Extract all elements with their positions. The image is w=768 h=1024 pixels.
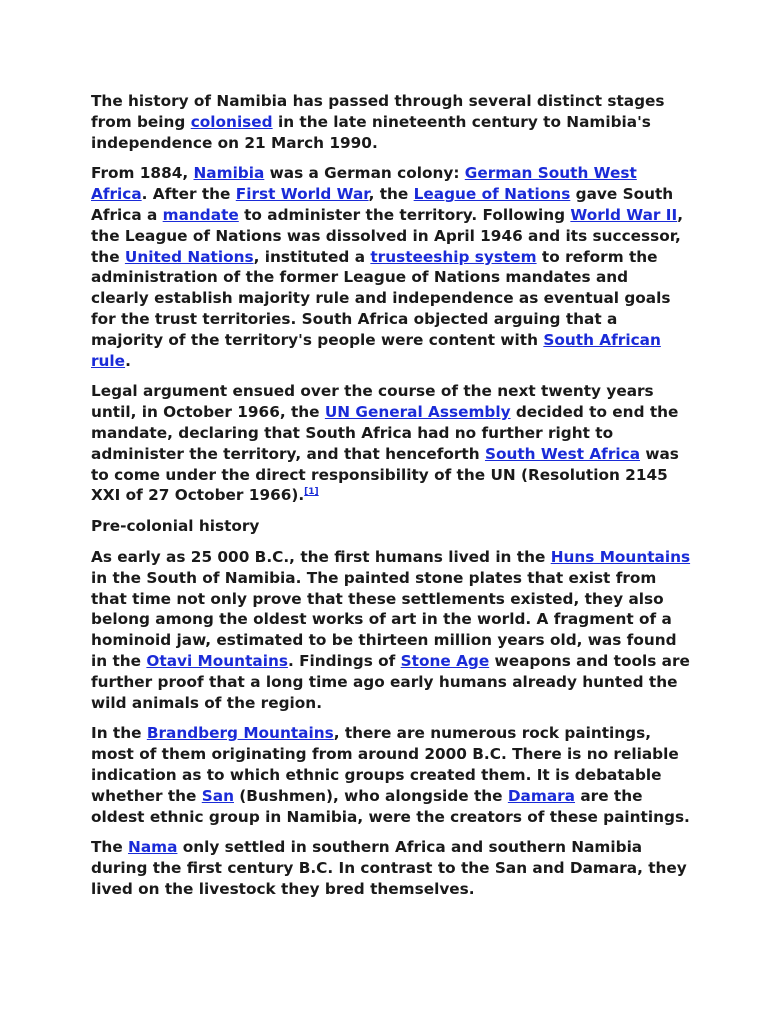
text: are the oldest ethnic group in Namibia, were the creators of these paintings.: [91, 786, 690, 826]
text: From 1884,: [91, 164, 194, 183]
text: , the: [368, 185, 414, 204]
link-colonised[interactable]: colonised: [190, 112, 273, 131]
link-stone-age[interactable]: Stone Age: [400, 651, 490, 670]
text: was to come under the direct responsibility of the UN (Resolution 2145 XXI of 27 October 1966).: [91, 444, 679, 505]
link-namibia[interactable]: Namibia: [193, 164, 265, 183]
citation-link-1[interactable]: [1]: [304, 487, 319, 498]
nama-paragraph: [91, 837, 691, 899]
text: (Bushmen), who alongside the: [233, 786, 508, 805]
link-san[interactable]: San: [201, 786, 234, 805]
link-united-nations[interactable]: United Nations: [124, 247, 254, 266]
link-otavi-mountains[interactable]: Otavi Mountains: [146, 651, 288, 670]
rock-paintings-paragraph: [91, 723, 691, 827]
link-german-south-west-africa[interactable]: German South West Africa: [91, 164, 637, 204]
text: to reform the administration of the former League of Nations mandates and clearly establish majority rule and independence as eventual goals for the trust territories. South Africa objected arguing that a majority of the territory's people were content with: [91, 247, 671, 349]
text: weapons and tools are further proof that a long time ago early humans already hunted the wild animals of the region.: [91, 651, 690, 712]
text: gave South Africa a: [91, 185, 674, 224]
link-trusteeship-system[interactable]: trusteeship system: [370, 247, 537, 266]
text: decided to end the mandate, declaring that South Africa had no further right to administer the territory, and that henceforth: [91, 403, 679, 463]
link-nama[interactable]: Nama: [128, 838, 178, 857]
text: only settled in southern Africa and southern Namibia during the first century B.C. In contrast to the San and Damara, they lived on the livestock they bred themselves.: [91, 838, 687, 898]
link-league-of-nations[interactable]: League of Nations: [413, 185, 571, 204]
legal-argument-paragraph: [91, 381, 691, 506]
link-brandberg-mountains[interactable]: Brandberg Mountains: [146, 724, 334, 743]
link-world-war-ii[interactable]: World War II: [570, 205, 678, 224]
german-colony-paragraph: [91, 163, 691, 371]
link-south-african-rule[interactable]: South African rule: [91, 330, 661, 370]
text: The: [91, 838, 129, 857]
link-un-general-assembly[interactable]: UN General Assembly: [324, 403, 511, 422]
text: . Findings of: [287, 651, 401, 670]
text: to administer the territory. Following: [238, 205, 571, 224]
link-south-west-africa[interactable]: South West Africa: [484, 444, 641, 463]
text: . After the: [141, 185, 236, 204]
early-humans-paragraph: [91, 547, 691, 713]
link-damara[interactable]: Damara: [507, 786, 576, 805]
text: was a German colony:: [264, 164, 465, 183]
link-first-world-war[interactable]: First World War: [235, 185, 369, 204]
section-heading-pre-colonial: Pre-colonial history: [91, 517, 260, 536]
text: , the League of Nations was dissolved in April 1946 and its successor, the: [91, 205, 683, 266]
text: Legal argument ensued over the course of the next twenty years until, in October 1966, the: [91, 382, 654, 422]
link-mandate[interactable]: mandate: [162, 205, 239, 224]
text: The history of Namibia has passed through several distinct stages from being: [91, 92, 665, 131]
link-huns-mountains[interactable]: Huns Mountains: [550, 547, 691, 566]
text: .: [125, 351, 131, 370]
intro-paragraph: [91, 91, 691, 153]
text: in the South of Namibia. The painted stone plates that exist from that time not only prove that these settlements existed, they also belong among the oldest works of art in the world. A fragment of a hominoid jaw, estimated to be thirteen million years old, was found in the: [91, 568, 677, 670]
document-page: [91, 91, 691, 910]
text: in the late nineteenth century to Namibia's independence on 21 March 1990.: [91, 112, 651, 152]
text: , instituted a: [253, 247, 371, 266]
text: , there are numerous rock paintings, most of them originating from around 2000 B.C. There is no reliable indication as to which ethnic groups created them. It is debatable whether the: [91, 724, 679, 805]
text: As early as 25 000 B.C., the first humans lived in the: [91, 547, 551, 566]
text: In the: [91, 724, 147, 743]
